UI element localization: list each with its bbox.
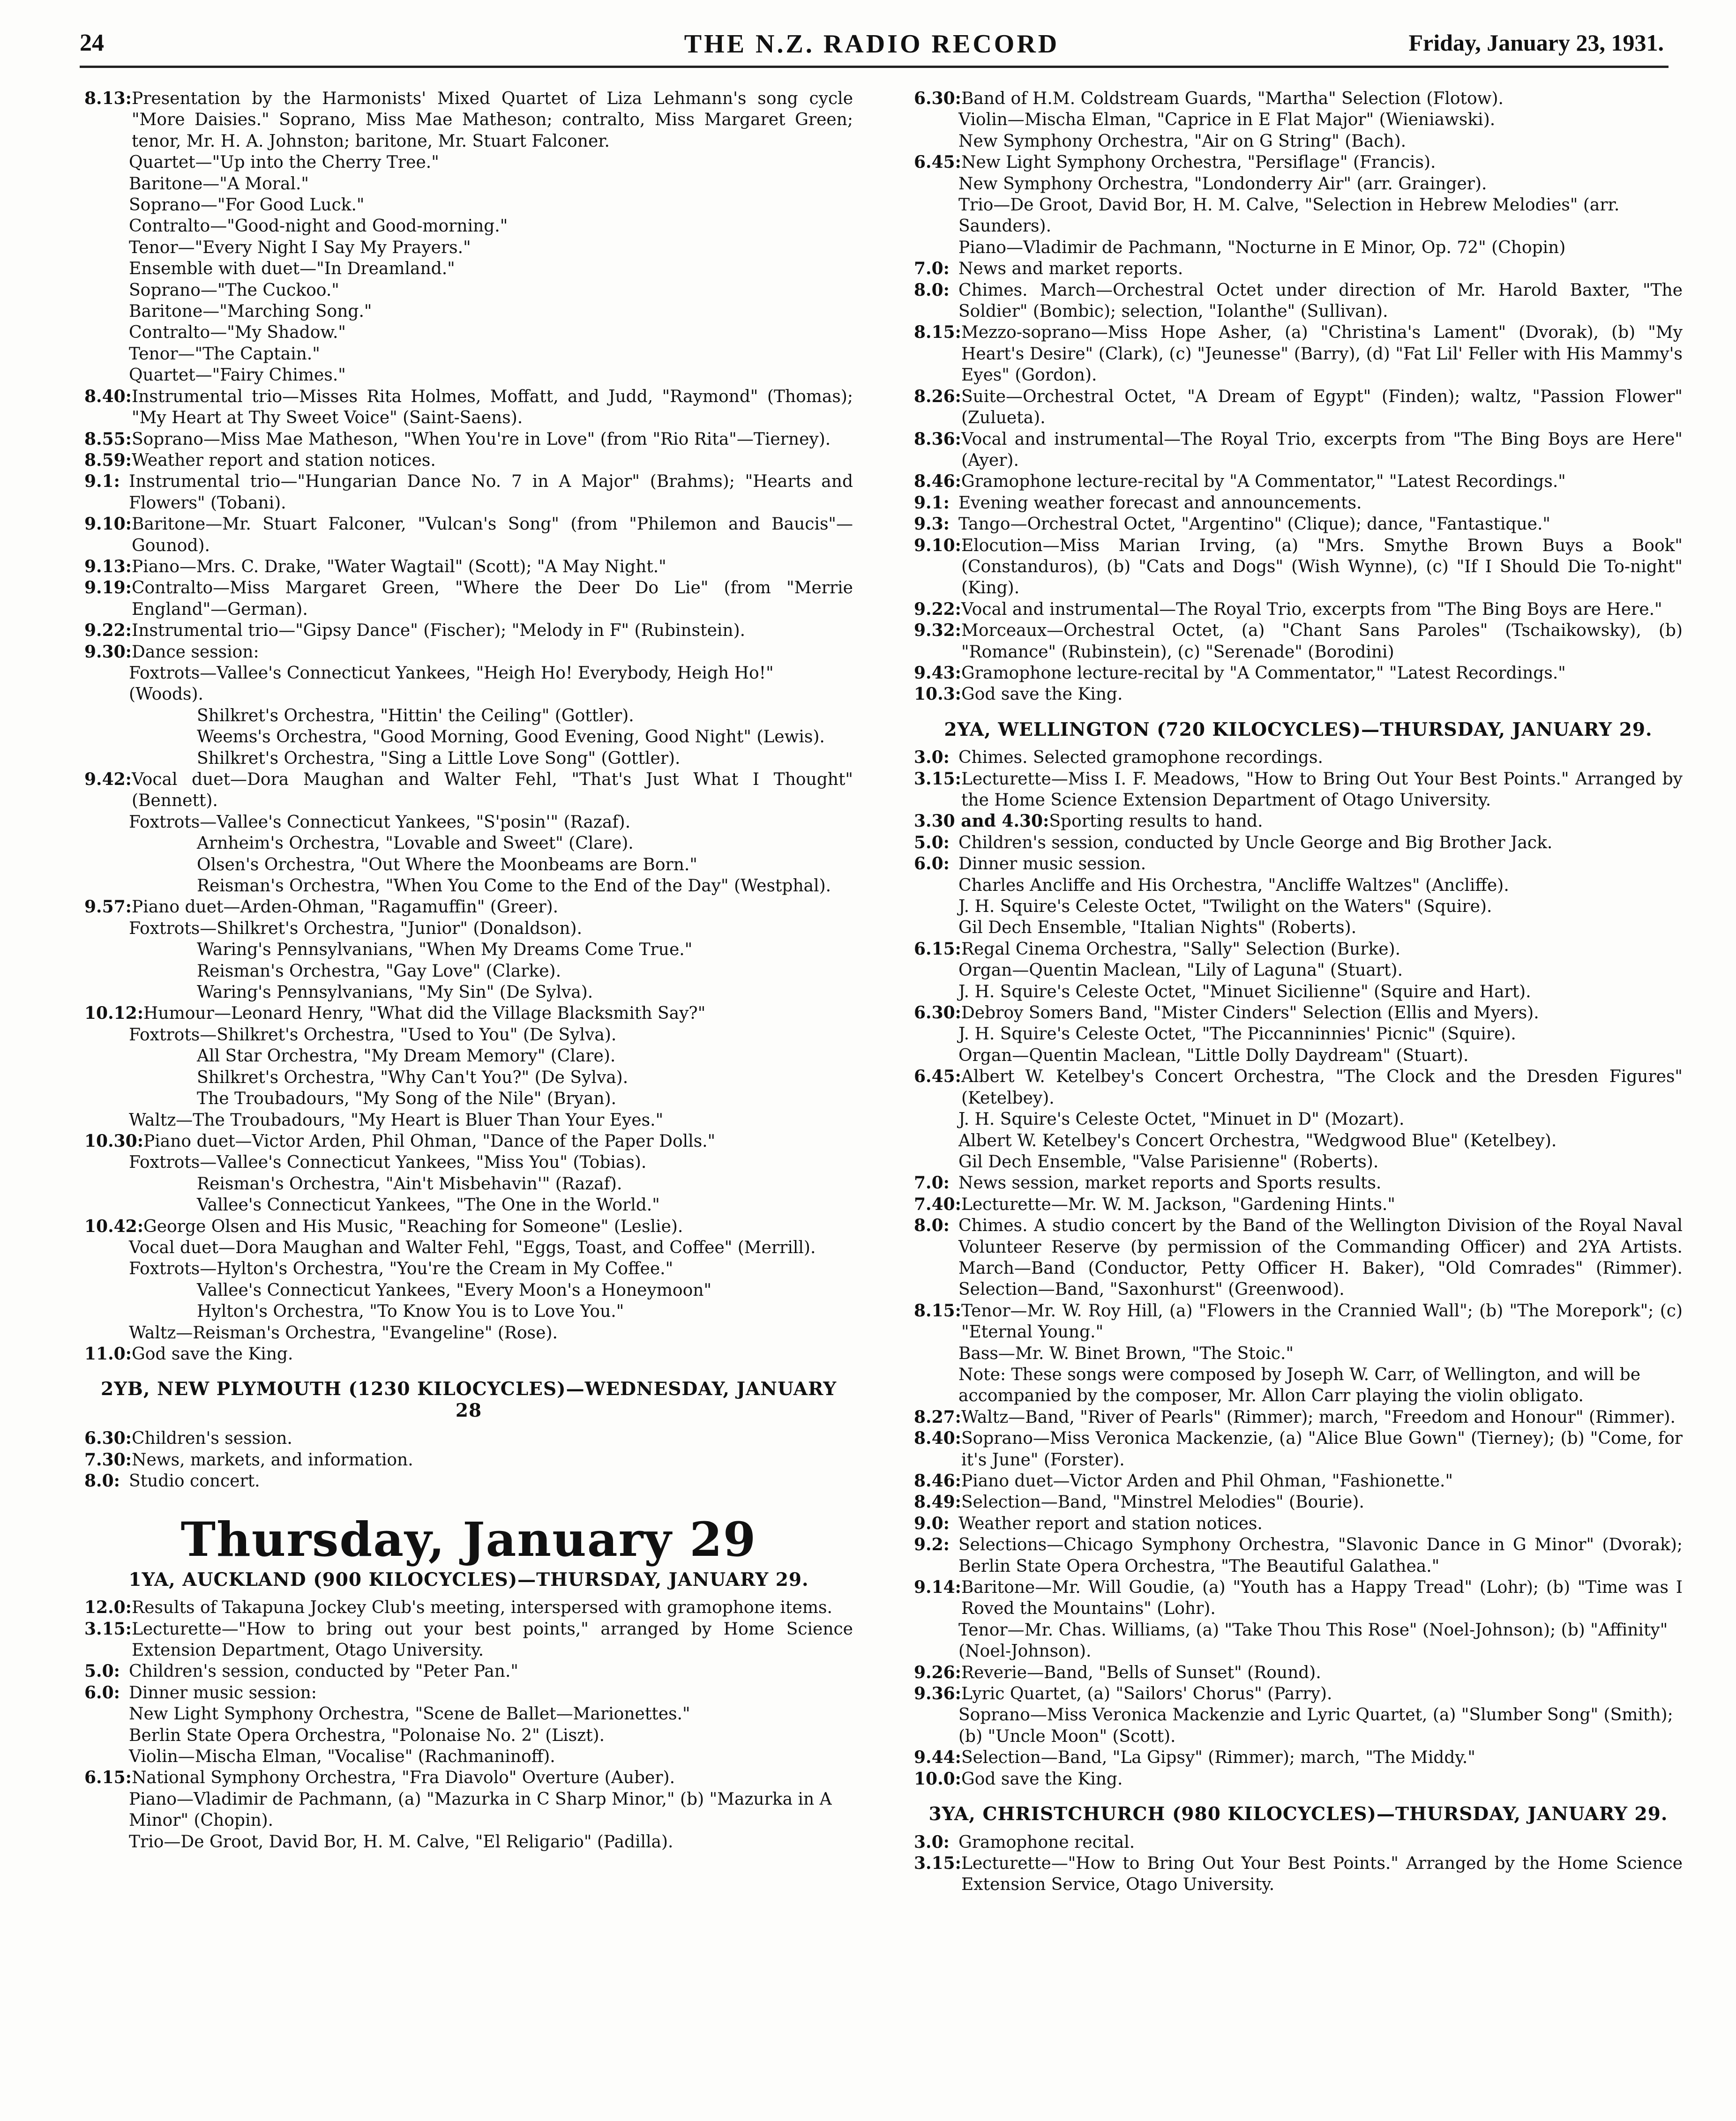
program-time: 6.15: [84, 1768, 132, 1788]
program-description: Lecturette—"How to bring out your best points," arranged by Home Science Extension Department, Otago University. [131, 1619, 853, 1660]
program-subline: Quartet—"Up into the Cherry Tree." [129, 153, 439, 172]
day-heading: Thursday, January 29 [180, 1512, 757, 1568]
program-item [914, 322, 1683, 386]
program-time: 7.0: [914, 1173, 950, 1193]
program-time: 8.26: [914, 386, 961, 406]
program-item [914, 1428, 1683, 1471]
right-column [914, 88, 1683, 1896]
program-description: Weather report and station notices. [131, 450, 436, 470]
program-item [914, 1407, 1683, 1428]
program-time: 9.13: [84, 556, 132, 576]
program-subline: Contralto—"My Shadow." [129, 323, 346, 343]
program-subline: Tenor—"Every Night I Say My Prayers." [129, 238, 471, 257]
program-time: 10.3: [914, 684, 961, 704]
program-description: Lyric Quartet, (a) "Sailors' Chorus" (Parry). [961, 1684, 1332, 1704]
program-item [914, 1300, 1683, 1343]
program-description: Selection—Band, "Minstrel Melodies" (Bourie). [961, 1493, 1364, 1512]
station-heading: 1YA, AUCKLAND (900 KILOCYCLES)—THURSDAY, JANUARY 29. [128, 1568, 809, 1591]
program-time: 6.0: [914, 854, 950, 874]
program-description: God save the King. [131, 1344, 293, 1364]
program-subline: Reisman's Orchestra, "Gay Love" (Clarke). [197, 961, 561, 981]
program-description: Lecturette—Miss I. F. Meadows, "How to Bring Out Your Best Points." Arranged by the Home Science Extension Department of Otago University. [961, 769, 1683, 810]
program-description: God save the King. [961, 685, 1123, 704]
program-item [84, 1449, 853, 1471]
program-subline: Reisman's Orchestra, "Ain't Misbehavin'" (Razaf). [197, 1174, 622, 1194]
program-time: 9.22: [914, 599, 961, 619]
program-description: Dinner music session: [129, 1683, 317, 1703]
program-time: 12.0: [84, 1598, 132, 1618]
program-description: Piano duet—Arden-Ohman, "Ragamuffin" (Greer). [131, 897, 559, 917]
program-description: Presentation by the Harmonists' Mixed Quartet of Liza Lehmann's song cycle "More Daisies." Soprano, Miss Mae Matheson; contralto, Miss Margaret Green; tenor, Mr. H. A. Johnston; baritone, Mr. Stuart Falconer. [131, 89, 853, 151]
program-description: Piano duet—Victor Arden and Phil Ohman, "Fashionette." [961, 1471, 1453, 1491]
program-subline: Organ—Quentin Maclean, "Lily of Laguna" (Stuart). [958, 961, 1403, 980]
program-description: Piano duet—Victor Arden, Phil Ohman, "Dance of the Paper Dolls." [143, 1131, 716, 1151]
program-item [84, 1131, 853, 1152]
program-subline: Organ—Quentin Maclean, "Little Dolly Daydream" (Stuart). [958, 1046, 1469, 1065]
program-description: Chimes. Selected gramophone recordings. [958, 748, 1323, 768]
program-subline: Vallee's Connecticut Yankees, "The One in the World." [197, 1195, 660, 1215]
program-description: Dance session: [131, 642, 259, 662]
program-item [914, 769, 1683, 811]
program-item [914, 1173, 1683, 1194]
program-description: Contralto—Miss Margaret Green, "Where the Deer Do Lie" (from "Merrie England"—German). [131, 578, 853, 619]
program-subline: Berlin State Opera Orchestra, "Polonaise No. 2" (Liszt). [129, 1725, 605, 1745]
program-subline: Waltz—Reisman's Orchestra, "Evangeline" (Rose). [129, 1323, 558, 1343]
program-time: 8.46: [914, 471, 961, 492]
program-description: News and market reports. [958, 259, 1183, 279]
program-item [914, 1853, 1683, 1896]
program-time: 10.30: [84, 1131, 144, 1151]
program-item [914, 663, 1683, 684]
program-description: Chimes. A studio concert by the Band of the Wellington Division of the Royal Naval Volunteer Reserve (by permission of the Commanding Officer) and 2YA Artists. March—Band (Conductor, Petty Officer H. Baker), "Old Comrades" (Rimmer). Selection—Band, "Saxonhurst" (Greenwood). [958, 1216, 1683, 1299]
program-item [914, 1002, 1683, 1023]
program-item [84, 450, 853, 471]
program-subline: Foxtrots—Shilkret's Orchestra, "Used to You" (De Sylva). [129, 1025, 617, 1045]
program-time: 9.2: [914, 1535, 950, 1555]
program-description: Studio concert. [129, 1471, 260, 1491]
program-time: 11.0: [84, 1344, 132, 1364]
program-item [914, 514, 1683, 535]
program-item [84, 429, 853, 450]
program-item [84, 471, 853, 514]
program-description: Instrumental trio—"Gipsy Dance" (Fischer); "Melody in F" (Rubinstein). [131, 621, 746, 641]
program-time: 8.49: [914, 1492, 961, 1512]
program-subline: Soprano—"For Good Luck." [129, 195, 365, 215]
program-time: 3.15: [84, 1619, 132, 1639]
program-description: Baritone—Mr. Stuart Falconer, "Vulcan's Song" (from "Philemon and Baucis"—Gounod). [131, 515, 853, 555]
program-time: 9.10: [84, 514, 132, 534]
program-subline: Gil Dech Ensemble, "Italian Nights" (Roberts). [958, 918, 1357, 938]
program-subline: Tenor—"The Captain." [129, 344, 320, 364]
program-subline: Waltz—The Troubadours, "My Heart is Bluer Than Your Eyes." [129, 1110, 664, 1130]
program-subline: Tenor—Mr. Chas. Williams, (a) "Take Thou This Rose" (Noel-Johnson); (b) "Affinity" (Noel-Johnson). [958, 1620, 1668, 1661]
program-description: Soprano—Miss Veronica Mackenzie, (a) "Alice Blue Gown" (Tierney); (b) "Come, for it's June" (Forster). [961, 1429, 1683, 1470]
program-time: 7.0: [914, 259, 950, 279]
program-time: 9.0: [914, 1513, 950, 1533]
program-item [914, 832, 1683, 853]
program-item [914, 620, 1683, 663]
program-subline: Bass—Mr. W. Binet Brown, "The Stoic." [958, 1344, 1294, 1363]
program-item [914, 1534, 1683, 1577]
program-item [84, 896, 853, 918]
program-description: Suite—Orchestral Octet, "A Dream of Egypt" (Finden); waltz, "Passion Flower" (Zulueta). [961, 387, 1683, 428]
program-subline: Foxtrots—Hylton's Orchestra, "You're the Cream in My Coffee." [129, 1259, 673, 1279]
program-time: 7.40: [914, 1194, 961, 1214]
program-time: 9.26: [914, 1662, 961, 1682]
program-time: 5.0: [914, 832, 950, 852]
program-subline: Piano—Vladimir de Pachmann, "Nocturne in E Minor, Op. 72" (Chopin) [958, 238, 1566, 257]
program-subline: New Symphony Orchestra, "Londonderry Air" (arr. Grainger). [958, 174, 1487, 194]
program-item [84, 1661, 853, 1682]
program-subline: Olsen's Orchestra, "Out Where the Moonbeams are Born." [197, 855, 697, 874]
program-item [914, 429, 1683, 471]
program-item [914, 1471, 1683, 1492]
program-subline: Hylton's Orchestra, "To Know You is to Love You." [197, 1302, 624, 1322]
program-description: Sporting results to hand. [1049, 812, 1263, 831]
program-item [84, 1597, 853, 1618]
program-subline: Baritone—"A Moral." [129, 174, 309, 194]
program-subline: Piano—Vladimir de Pachmann, (a) "Mazurka in C Sharp Minor," (b) "Mazurka in A Minor" (Chopin). [129, 1789, 832, 1830]
program-subline: Waring's Pennsylvanians, "My Sin" (De Sylva). [197, 983, 593, 1002]
program-time: 3.0: [914, 747, 950, 768]
program-description: Gramophone recital. [958, 1832, 1135, 1852]
program-description: Piano—Mrs. C. Drake, "Water Wagtail" (Scott); "A May Night." [131, 557, 666, 576]
program-subline: Arnheim's Orchestra, "Lovable and Sweet" (Clare). [197, 834, 634, 853]
program-subline: J. H. Squire's Celeste Octet, "Minuet Sicilienne" (Squire and Hart). [958, 982, 1531, 1001]
station-heading: 2YB, NEW PLYMOUTH (1230 KILOCYCLES)—WEDNESDAY, JANUARY 28 [100, 1378, 837, 1421]
program-description: Selections—Chicago Symphony Orchestra, "Slavonic Dance in G Minor" (Dvorak); Berlin State Opera Orchestra, "The Beautiful Galathea." [958, 1535, 1683, 1576]
program-description: Children's session. [131, 1429, 292, 1449]
program-item [914, 535, 1683, 599]
program-subline: Foxtrots—Vallee's Connecticut Yankees, "Miss You" (Tobias). [129, 1153, 647, 1173]
program-description: Vocal duet—Dora Maughan and Walter Fehl, "That's Just What I Thought" (Bennett). [131, 770, 853, 811]
program-time: 9.22: [84, 620, 132, 641]
program-subline: All Star Orchestra, "My Dream Memory" (Clare). [197, 1046, 616, 1066]
program-time: 6.0: [84, 1682, 120, 1703]
program-item [84, 1428, 853, 1449]
program-subline: Gil Dech Ensemble, "Valse Parisienne" (Roberts). [958, 1152, 1379, 1172]
program-description: Children's session, conducted by "Peter Pan." [129, 1662, 518, 1681]
program-item [84, 1767, 853, 1788]
masthead: THE N.Z. RADIO RECORD [684, 30, 1060, 59]
program-item [84, 577, 853, 620]
program-description: Mezzo-soprano—Miss Hope Asher, (a) "Christina's Lament" (Dvorak), (b) "My Heart's Desire" (Clark), (c) "Jeunesse" (Barry), (d) "Fat Lil' Feller with His Mammy's Eyes" (Gordon). [961, 323, 1683, 385]
program-description: News session, market reports and Sports results. [958, 1173, 1382, 1193]
program-subline: The Troubadours, "My Song of the Nile" (Bryan). [197, 1089, 617, 1109]
left-column [84, 88, 853, 1852]
program-item [84, 1216, 853, 1237]
program-description: Gramophone lecture-recital by "A Commentator," "Latest Recordings." [961, 472, 1566, 492]
program-time: 9.19: [84, 578, 132, 598]
station-heading: 2YA, WELLINGTON (720 KILOCYCLES)—THURSDAY, JANUARY 29. [944, 718, 1653, 740]
program-subline: Contralto—"Good-night and Good-morning." [129, 217, 508, 236]
program-item [914, 1215, 1683, 1300]
program-time: 9.36: [914, 1684, 961, 1704]
program-time: 9.44: [914, 1748, 961, 1768]
program-item [914, 471, 1683, 492]
program-time: 8.0: [84, 1471, 120, 1491]
program-subline: Foxtrots—Shilkret's Orchestra, "Junior" (Donaldson). [129, 919, 583, 938]
program-time: 10.12: [84, 1003, 144, 1023]
program-item [914, 939, 1683, 960]
program-subline: Note: These songs were composed by Joseph W. Carr, of Wellington, and will be accompanied by the composer, Mr. Allon Carr playing the violin obligato. [958, 1365, 1640, 1406]
program-subline: Violin—Mischa Elman, "Vocalise" (Rachmaninoff). [129, 1747, 555, 1767]
program-description: Tenor—Mr. W. Roy Hill, (a) "Flowers in the Crannied Wall"; (b) "The Morepork"; (c) "Eternal Young." [961, 1301, 1683, 1342]
program-time: 8.0: [914, 280, 950, 300]
program-time: 10.0: [914, 1769, 961, 1789]
program-item [84, 556, 853, 577]
program-time: 9.57: [84, 897, 132, 917]
program-subline: J. H. Squire's Celeste Octet, "Minuet in D" (Mozart). [958, 1110, 1405, 1129]
program-description: News, markets, and information. [131, 1450, 413, 1470]
program-time: 8.27: [914, 1407, 961, 1427]
program-item [84, 642, 853, 663]
program-description: Debroy Somers Band, "Mister Cinders" Selection (Ellis and Myers). [961, 1003, 1539, 1023]
program-subline: Shilkret's Orchestra, "Sing a Little Love Song" (Gottler). [197, 748, 681, 768]
program-subline: Soprano—Miss Veronica Mackenzie and Lyric Quartet, (a) "Slumber Song" (Smith); (b) "Uncle Moon" (Scott). [958, 1705, 1673, 1746]
program-time: 8.15: [914, 322, 961, 343]
program-description: Weather report and station notices. [958, 1514, 1263, 1533]
program-item [84, 1619, 853, 1661]
program-time: 6.15: [914, 939, 961, 959]
program-time: 9.32: [914, 620, 961, 641]
program-description: Regal Cinema Orchestra, "Sally" Selection (Burke). [961, 939, 1401, 959]
program-subline: New Symphony Orchestra, "Air on G String" (Bach). [958, 131, 1407, 151]
program-time: 8.55: [84, 429, 132, 449]
program-time: 9.42: [84, 769, 132, 789]
program-description: Vocal and instrumental—The Royal Trio, excerpts from "The Bing Boys are Here" (Ayer). [961, 429, 1683, 470]
program-item [84, 1003, 853, 1024]
issue-date: Friday, January 23, 1931. [1408, 30, 1664, 56]
program-subline: J. H. Squire's Celeste Octet, "The Piccanninnies' Picnic" (Squire). [958, 1024, 1516, 1044]
program-subline: Shilkret's Orchestra, "Hittin' the Ceiling" (Gottler). [197, 706, 634, 725]
program-item [914, 386, 1683, 429]
page-number: 24 [80, 30, 104, 56]
program-description: George Olsen and His Music, "Reaching for Someone" (Leslie). [143, 1217, 683, 1236]
program-subline: Waring's Pennsylvanians, "When My Dreams Come True." [197, 940, 693, 960]
program-description: Tango—Orchestral Octet, "Argentino" (Clique); dance, "Fantastique." [958, 515, 1550, 534]
program-item [84, 1471, 853, 1492]
page-header [80, 29, 1664, 62]
program-description: Morceaux—Orchestral Octet, (a) "Chant Sans Paroles" (Tschaikowsky), (b) "Romance" (Rubinstein), (c) "Serenade" (Borodini) [961, 621, 1683, 662]
program-time: 3.30 and 4.30: [914, 811, 1049, 831]
program-subline: Foxtrots—Vallee's Connecticut Yankees, "S'posin'" (Razaf). [129, 812, 631, 832]
program-description: Results of Takapuna Jockey Club's meeting, interspersed with gramophone items. [131, 1598, 832, 1618]
program-subline: Vocal duet—Dora Maughan and Walter Fehl, "Eggs, Toast, and Coffee" (Merrill). [129, 1238, 816, 1257]
program-subline: Baritone—"Marching Song." [129, 302, 372, 321]
program-time: 9.3: [914, 514, 950, 534]
program-item [914, 684, 1683, 705]
program-item [84, 88, 853, 152]
program-subline: Violin—Mischa Elman, "Caprice in E Flat Major" (Wieniawski). [958, 110, 1496, 130]
program-time: 8.15: [914, 1300, 961, 1321]
program-description: Soprano—Miss Mae Matheson, "When You're in Love" (from "Rio Rita"—Tierney). [131, 429, 831, 449]
program-time: 8.36: [914, 429, 961, 449]
program-time: 6.45: [914, 152, 961, 172]
program-subline: Quartet—"Fairy Chimes." [129, 366, 346, 385]
program-item [914, 811, 1683, 832]
program-time: 8.13: [84, 89, 132, 108]
program-description: National Symphony Orchestra, "Fra Diavolo" Overture (Auber). [131, 1768, 675, 1788]
program-subline: Shilkret's Orchestra, "Why Can't You?" (De Sylva). [197, 1068, 629, 1087]
program-subline: Soprano—"The Cuckoo." [129, 280, 339, 300]
program-item [914, 493, 1683, 514]
program-item [914, 1832, 1683, 1853]
program-time: 8.40: [84, 386, 132, 406]
program-description: Reverie—Band, "Bells of Sunset" (Round). [961, 1663, 1321, 1682]
program-item [914, 1513, 1683, 1534]
program-item [914, 1683, 1683, 1704]
program-subline: Vallee's Connecticut Yankees, "Every Moon's a Honeymoon" [197, 1280, 712, 1300]
program-item [84, 1682, 853, 1703]
program-description: Lecturette—Mr. W. M. Jackson, "Gardening Hints." [961, 1195, 1395, 1214]
program-description: Baritone—Mr. Will Goudie, (a) "Youth has a Happy Tread" (Lohr); (b) "Time was I Roved the Mountains" (Lohr). [961, 1578, 1683, 1619]
program-item [914, 88, 1683, 109]
program-time: 8.59: [84, 450, 132, 470]
program-time: 8.0: [914, 1216, 950, 1236]
program-item [914, 258, 1683, 279]
program-time: 9.10: [914, 535, 961, 555]
program-description: Waltz—Band, "River of Pearls" (Rimmer); march, "Freedom and Honour" (Rimmer). [961, 1407, 1676, 1427]
program-subline: Trio—De Groot, David Bor, H. M. Calve, "Selection in Hebrew Melodies" (arr. Saunders). [958, 195, 1620, 236]
program-subline: New Light Symphony Orchestra, "Scene de Ballet—Marionettes." [129, 1704, 690, 1724]
program-description: Albert W. Ketelbey's Concert Orchestra, "The Clock and the Dresden Figures" (Ketelbey). [961, 1067, 1683, 1108]
program-subline: Foxtrots—Vallee's Connecticut Yankees, "Heigh Ho! Everybody, Heigh Ho!" (Woods). [129, 663, 774, 704]
program-time: 3.0: [914, 1832, 950, 1852]
program-description: God save the King. [961, 1769, 1123, 1789]
program-subline: Reisman's Orchestra, "When You Come to the End of the Day" (Westphal). [197, 876, 831, 896]
program-item [84, 620, 853, 641]
program-item [914, 1747, 1683, 1768]
program-description: Selection—Band, "La Gipsy" (Rimmer); march, "The Middy." [961, 1748, 1475, 1768]
program-time: 9.1: [84, 471, 120, 492]
program-time: 6.30: [84, 1428, 132, 1449]
program-time: 10.42: [84, 1216, 144, 1236]
program-item [914, 1492, 1683, 1513]
program-description: Elocution—Miss Marian Irving, (a) "Mrs. Smythe Brown Buys a Book" (Constanduros), (b) "Cats and Dogs" (Wish Wynne), (c) "If I Should Die To-night" (King). [961, 536, 1683, 598]
program-description: Instrumental trio—Misses Rita Holmes, Moffatt, and Judd, "Raymond" (Thomas); "My Heart at Thy Sweet Voice" (Saint-Saens). [131, 387, 853, 428]
program-description: Chimes. March—Orchestral Octet under direction of Mr. Harold Baxter, "The Soldier" (Bombic); selection, "Iolanthe" (Sullivan). [958, 280, 1683, 321]
program-item [914, 599, 1683, 620]
program-description: Children's session, conducted by Uncle George and Big Brother Jack. [958, 833, 1553, 852]
program-item [914, 1194, 1683, 1215]
program-item [914, 1769, 1683, 1790]
program-time: 6.30: [914, 89, 961, 108]
program-time: 3.15: [914, 769, 961, 789]
program-description: Gramophone lecture-recital by "A Commentator," "Latest Recordings." [961, 663, 1566, 683]
program-item [914, 280, 1683, 322]
program-description: Humour—Leonard Henry, "What did the Village Blacksmith Say?" [143, 1004, 706, 1023]
program-item [84, 514, 853, 556]
program-subline: J. H. Squire's Celeste Octet, "Twilight on the Waters" (Squire). [958, 897, 1492, 917]
program-description: Instrumental trio—"Hungarian Dance No. 7 in A Major" (Brahms); "Hearts and Flowers" (Tobani). [129, 472, 853, 513]
program-description: Dinner music session. [958, 854, 1146, 874]
program-time: 6.45: [914, 1067, 961, 1087]
program-subline: Trio—De Groot, David Bor, H. M. Calve, "El Religario" (Padilla). [129, 1832, 673, 1852]
program-item [84, 386, 853, 429]
program-subline: Weems's Orchestra, "Good Morning, Good Evening, Good Night" (Lewis). [197, 727, 825, 747]
program-description: New Light Symphony Orchestra, "Persiflage" (Francis). [961, 153, 1436, 172]
program-subline: Ensemble with duet—"In Dreamland." [129, 259, 455, 279]
program-item [914, 747, 1683, 768]
program-description: Band of H.M. Coldstream Guards, "Martha" Selection (Flotow). [961, 89, 1504, 108]
program-time: 9.14: [914, 1577, 961, 1598]
header-rule [80, 66, 1669, 68]
program-item [84, 1344, 853, 1365]
program-item [84, 769, 853, 812]
program-time: 9.43: [914, 663, 961, 683]
program-item [914, 1662, 1683, 1683]
station-heading: 3YA, CHRISTCHURCH (980 KILOCYCLES)—THURSDAY, JANUARY 29. [928, 1803, 1668, 1825]
program-time: 6.30: [914, 1003, 961, 1023]
program-item [914, 1577, 1683, 1620]
program-time: 8.40: [914, 1428, 961, 1449]
program-description: Lecturette—"How to Bring Out Your Best Points." Arranged by the Home Science Extension Service, Otago University. [961, 1853, 1683, 1895]
program-item [914, 1066, 1683, 1109]
program-time: 3.15: [914, 1853, 961, 1873]
program-time: 8.46: [914, 1471, 961, 1491]
program-description: Vocal and instrumental—The Royal Trio, excerpts from "The Bing Boys are Here." [961, 599, 1662, 619]
program-time: 9.30: [84, 642, 132, 662]
program-time: 5.0: [84, 1661, 120, 1681]
program-description: Evening weather forecast and announcements. [958, 493, 1362, 513]
program-time: 7.30: [84, 1449, 132, 1470]
program-subline: Albert W. Ketelbey's Concert Orchestra, "Wedgwood Blue" (Ketelbey). [958, 1131, 1557, 1150]
program-item [914, 853, 1683, 874]
program-item [914, 152, 1683, 173]
program-subline: Charles Ancliffe and His Orchestra, "Ancliffe Waltzes" (Ancliffe). [958, 875, 1509, 895]
program-time: 9.1: [914, 493, 950, 513]
